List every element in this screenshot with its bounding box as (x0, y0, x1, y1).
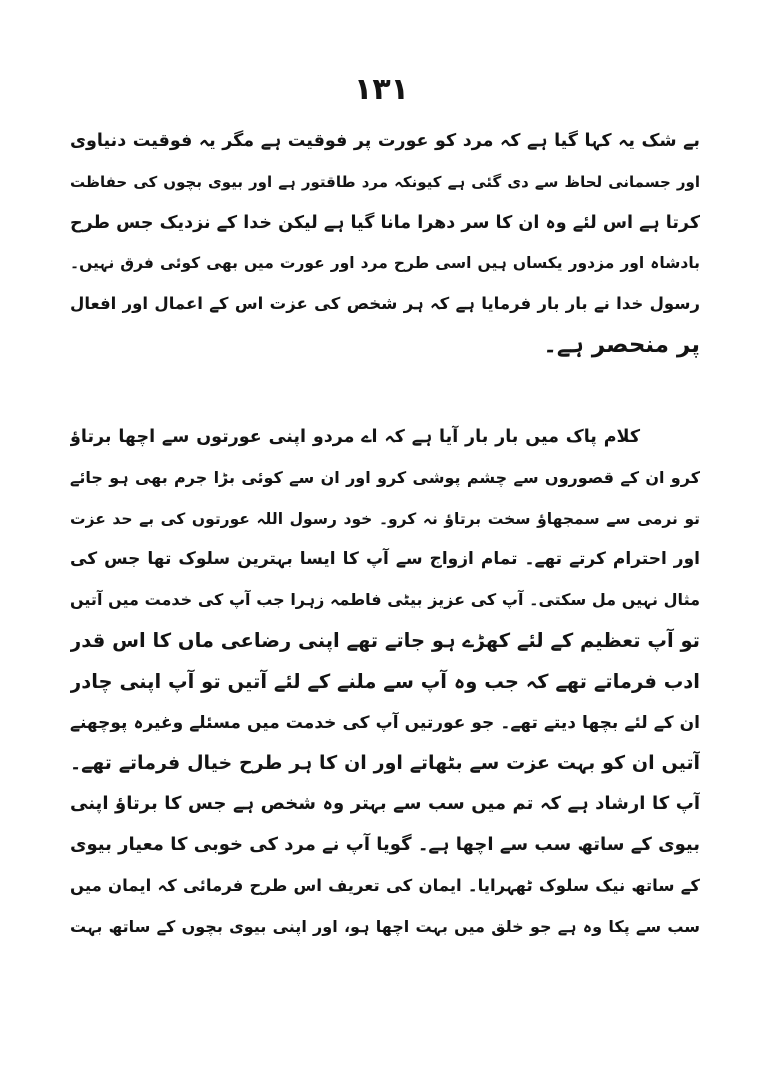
text-line: پر منحصر ہے۔ (543, 331, 700, 358)
text-line: سب سے پکا وہ ہے جو خلق میں بہت اچھا ہو، اور اپنی بیوی بچوں کے ساتھ بہت (70, 916, 700, 936)
text-line: آتیں ان کو بہت عزت سے بٹھاتے اور ان کا ہر طرح خیال فرماتے تھے۔ (70, 752, 700, 775)
paragraph-1 (70, 121, 700, 366)
text-line: تو آپ تعظیم کے لئے کھڑے ہو جاتے تھے اپنی رضاعی ماں کا اس قدر (70, 628, 700, 652)
text-line: ان کے لئے بچھا دیتے تھے۔ جو عورتیں آپ کی خدمت میں مسئلے وغیرہ پوچھنے (70, 712, 700, 733)
text-line: کلام پاک میں بار بار آیا ہے کہ اے مردو اپنی عورتوں سے اچھا برتاؤ (70, 427, 640, 447)
text-line: کرو ان کے قصوروں سے چشم پوشی کرو اور ان سے کوئی بڑا جرم بھی ہو جائے (70, 467, 700, 487)
text-line: ادب فرماتے تھے کہ جب وہ آپ سے ملنے کے لئے آتیں تو آپ اپنی چادر (70, 669, 700, 693)
paragraph-2 (70, 417, 700, 947)
text-line: بیوی کے ساتھ سب سے اچھا ہے۔ گویا آپ نے مرد کی خوبی کا معیار بیوی (70, 833, 700, 855)
page-number: ۱۳۱ (354, 72, 409, 107)
text-line: مثال نہیں مل سکتی۔ آپ کی عزیز بیٹی فاطمہ زہرا جب آپ کی خدمت میں آتیں (70, 590, 700, 610)
text-line: تو نرمی سے سمجھاؤ سخت برتاؤ نہ کرو۔ خود رسول اللہ عورتوں کی بے حد عزت (70, 509, 700, 528)
text-line: بادشاہ اور مزدور یکساں ہیں اسی طرح مرد اور عورت میں بھی کوئی فرق نہیں۔ (70, 254, 700, 273)
text-line: اور احترام کرتے تھے۔ تمام ازواج سے آپ کا ایسا بہترین سلوک تھا جس کی (70, 549, 700, 570)
text-line: کرتا ہے اس لئے وہ ان کا سر دھرا مانا گیا ہے لیکن خدا کے نزدیک جس طرح (70, 212, 700, 233)
text-line: رسول خدا نے بار بار فرمایا ہے کہ ہر شخص کی عزت اس کے اعمال اور افعال (70, 294, 700, 314)
text-line: کے ساتھ نیک سلوک ٹھہرایا۔ ایمان کی تعریف اس طرح فرمائی کہ ایمان میں (70, 875, 700, 895)
text-line: آپ کا ارشاد ہے کہ تم میں سب سے بہتر وہ شخص ہے جس کا برتاؤ اپنی (70, 793, 700, 815)
text-line: اور جسمانی لحاظ سے دی گئی ہے کیونکہ مرد طاقتور ہے اور بیوی بچوں کی حفاظت (70, 172, 700, 191)
text-line: بے شک یہ کہا گیا ہے کہ مرد کو عورت پر فوقیت ہے مگر یہ فوقیت دنیاوی (70, 131, 700, 151)
